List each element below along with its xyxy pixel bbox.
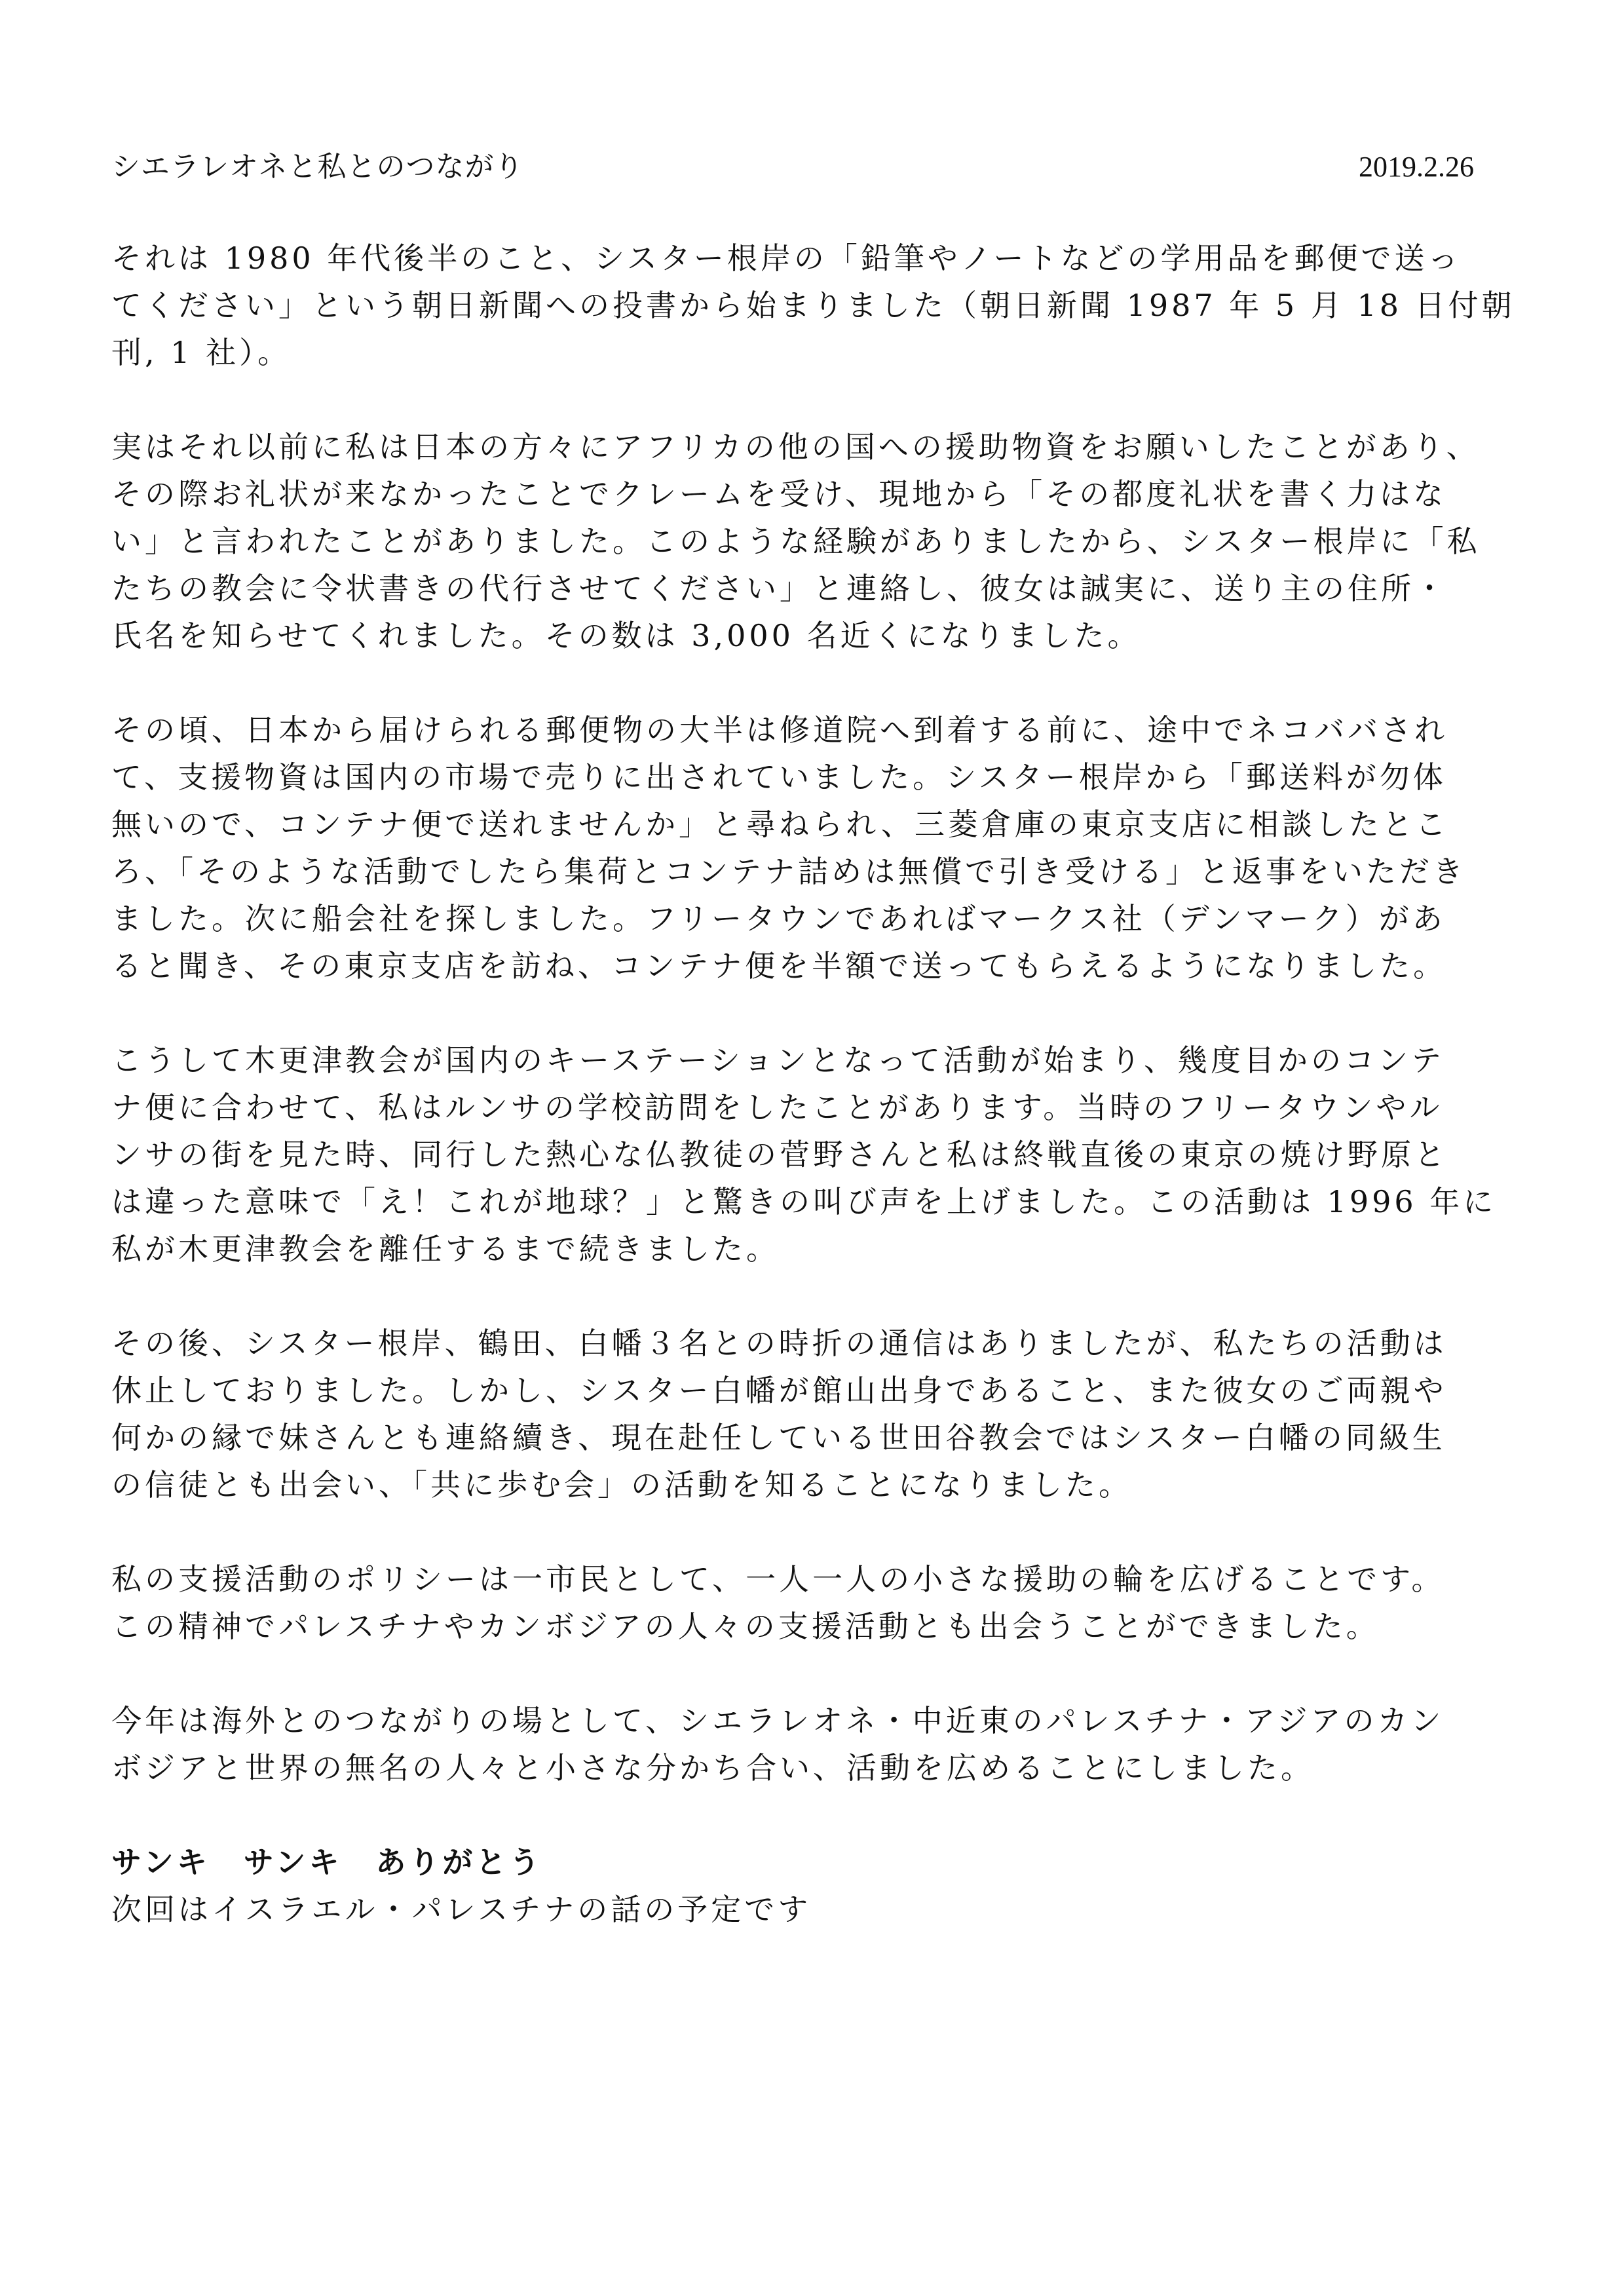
text-line: 刊, 1 社）。 [111,335,292,370]
paragraph-6 [111,1556,1526,1650]
text-line: 私が木更津教会を離任するまで続きました。 [111,1231,780,1267]
text-line: その後、シスター根岸、鶴田、白幡３名との時折の通信はありましたが、私たちの活動は [111,1326,1447,1361]
text-line: ナ便に合わせて、私はルンサの学校訪問をしたことがあります。当時のフリータウンやル [111,1090,1443,1125]
document-body [111,235,1526,1933]
text-line: ると聞き、その東京支店を訪ね、コンテナ便を半額で送ってもらえるようになりました。 [111,948,1447,984]
paragraph-7 [111,1697,1526,1791]
text-line: その際お礼状が来なかったことでクレームを受け、現地から「その都度礼状を書く力はな [111,476,1447,512]
closing-section [111,1839,1526,1933]
text-line: 氏名を知らせてくれました。その数は 3,000 名近くになりました。 [111,618,1141,653]
text-line: この精神でパレスチナやカンボジアの人々の支援活動とも出会うことができました。 [111,1609,1380,1644]
closing-next-notice: 次回はイスラエル・パレスチナの話の予定です [111,1892,812,1927]
text-line: 私の支援活動のポリシーは一市民として、一人一人の小さな援助の輪を広げることです。 [111,1561,1445,1597]
text-line: 実はそれ以前に私は日本の方々にアフリカの他の国への援助物資をお願いしたことがあり、 [111,429,1480,465]
paragraph-5 [111,1320,1526,1508]
text-line: の信徒とも出会い、「共に歩む会」の活動を知ることになりました。 [111,1467,1132,1502]
text-line: て、支援物資は国内の市場で売りに出されていました。シスター根岸から「郵送料が勿体 [111,759,1446,795]
document-title: シエラレオネと私とのつながり [111,150,524,183]
document-date: 2019.2.26 [1359,151,1474,183]
text-line: たちの教会に令状書きの代行させてください」と連絡し、彼女は誠実に、送り主の住所・ [111,571,1448,606]
text-line: い」と言われたことがありました。このような経験がありましたから、シスター根岸に「私 [111,524,1481,559]
text-line: ました。次に船会社を探しました。フリータウンであればマークス社（デンマーク）があ [111,901,1446,936]
text-line: ンサの街を見た時、同行した熱心な仏教徒の菅野さんと私は終戦直後の東京の焼け野原と [111,1137,1448,1172]
text-line: こうして木更津教会が国内のキーステーションとなって活動が始まり、幾度目かのコンテ [111,1043,1445,1078]
text-line: てください」という朝日新聞への投書から始まりました（朝日新聞 1987 年 5 月 18 日付朝 [111,288,1515,323]
text-line: ろ、「そのような活動でしたら集荷とコンテナ詰めは無償で引き受ける」と返事をいただき [111,854,1466,889]
text-line: 休止しておりました。しかし、シスター白幡が館山出身であること、また彼女のご両親や [111,1373,1447,1408]
text-line: ボジアと世界の無名の人々と小さな分かち合い、活動を広めることにしました。 [111,1750,1314,1786]
paragraph-4 [111,1037,1526,1272]
document-header [111,141,1474,193]
text-line: その頃、日本から届けられる郵便物の大半は修道院へ到着する前に、途中でネコババされ [111,712,1448,748]
text-line: 今年は海外とのつながりの場として、シエラレオネ・中近東のパレスチナ・アジアのカン [111,1703,1445,1738]
paragraph-2 [111,423,1526,659]
text-line: は違った意味で「え！これが地球？」と驚きの叫び声を上げました。この活動は 1996 年に [111,1184,1497,1219]
paragraph-1 [111,235,1526,376]
text-line: 何かの縁で妹さんとも連絡續き、現在赴任している世田谷教会ではシスター白幡の同級生 [111,1420,1446,1455]
text-line: それは 1980 年代後半のこと、シスター根岸の「鉛筆やノートなどの学用品を郵便で送っ [111,240,1462,276]
closing-thanks: サンキ サンキ ありがとう [111,1845,543,1880]
text-line: 無いので、コンテナ便で送れませんか」と尋ねられ、三菱倉庫の東京支店に相談したとこ [111,807,1449,842]
paragraph-3 [111,706,1526,989]
